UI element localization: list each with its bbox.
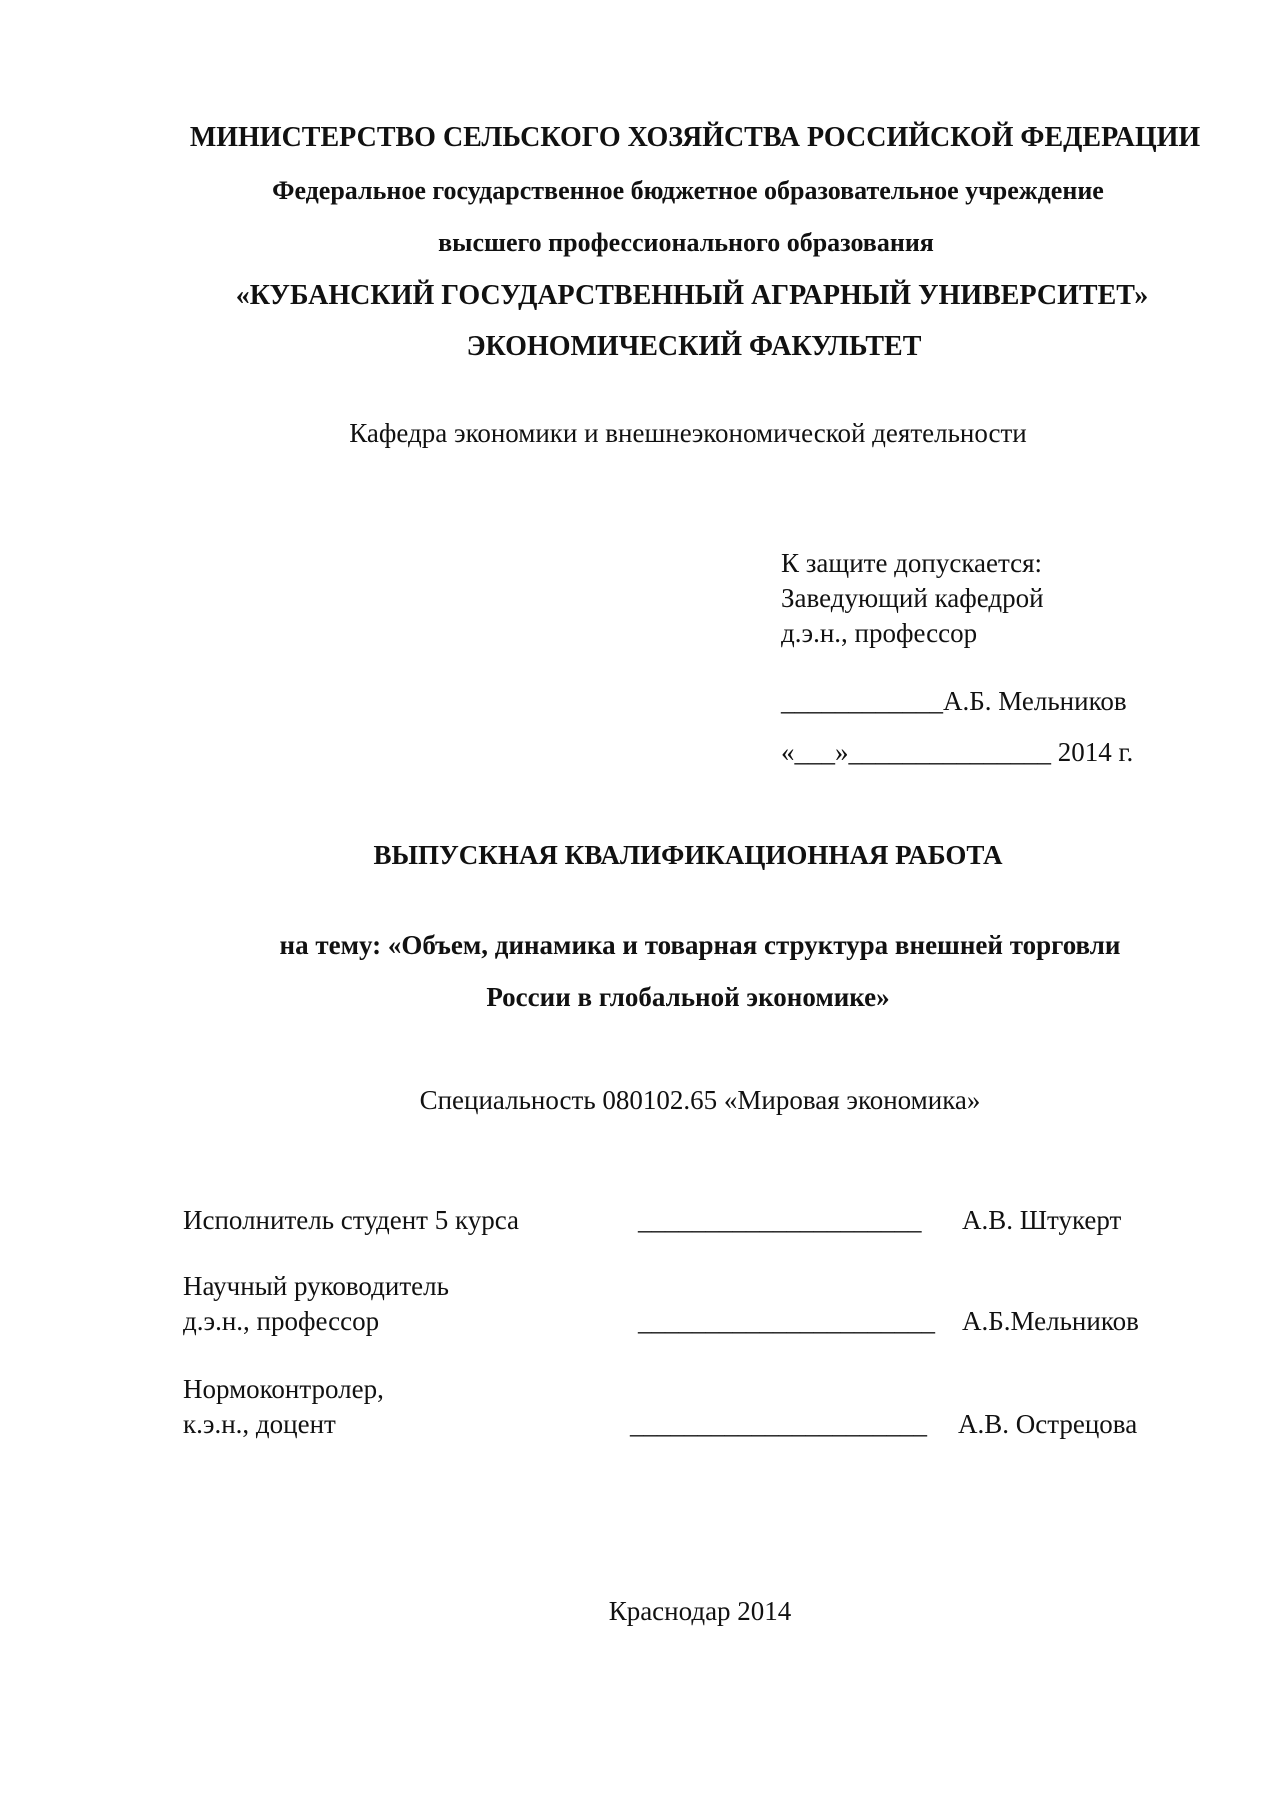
- approval-head-of-department: Заведующий кафедрой: [781, 583, 1044, 613]
- signature-name-supervisor: А.Б.Мельников: [962, 1306, 1139, 1336]
- signature-name-normcontroller: А.В. Острецова: [958, 1409, 1138, 1439]
- approval-degree: д.э.н., профессор: [781, 618, 978, 648]
- signature-blank-normcontroller: ______________________: [630, 1409, 927, 1439]
- institution-line-1: Федеральное государственное бюджетное образовательное учреждение: [272, 176, 1104, 205]
- approval-date-line: «___»_______________ 2014 г.: [781, 737, 1134, 767]
- faculty-name: ЭКОНОМИЧЕСКИЙ ФАКУЛЬТЕТ: [466, 331, 922, 362]
- signature-degree-normcontroller: к.э.н., доцент: [183, 1409, 336, 1439]
- ministry-heading: МИНИСТЕРСТВО СЕЛЬСКОГО ХОЗЯЙСТВА РОССИЙСКОЙ ФЕДЕРАЦИИ: [189, 122, 1201, 153]
- signature-role-normcontroller: Нормоконтролер,: [183, 1374, 384, 1404]
- institution-line-2: высшего профессионального образования: [438, 228, 934, 257]
- signature-name-executor: А.В. Штукерт: [962, 1205, 1122, 1235]
- work-title: ВЫПУСКНАЯ КВАЛИФИКАЦИОННАЯ РАБОТА: [373, 840, 1003, 870]
- department-name: Кафедра экономики и внешнеэкономической деятельности: [349, 418, 1027, 448]
- signature-role-supervisor: Научный руководитель: [183, 1271, 449, 1301]
- signature-blank-executor: _____________________: [638, 1205, 922, 1235]
- signature-degree-supervisor: д.э.н., профессор: [183, 1306, 380, 1336]
- work-topic-line-1: на тему: «Объем, динамика и товарная структура внешней торговли: [279, 930, 1121, 960]
- specialty: Специальность 080102.65 «Мировая экономика»: [419, 1085, 981, 1115]
- university-name: «КУБАНСКИЙ ГОСУДАРСТВЕННЫЙ АГРАРНЫЙ УНИВЕРСИТЕТ»: [235, 280, 1149, 311]
- approval-signature-line: ____________А.Б. Мельников: [781, 686, 1127, 716]
- city-year: Краснодар 2014: [608, 1596, 792, 1626]
- approval-admitted: К защите допускается:: [781, 548, 1043, 578]
- signature-blank-supervisor: ______________________: [638, 1306, 935, 1336]
- signature-role-executor: Исполнитель студент 5 курса: [183, 1205, 519, 1235]
- work-topic-line-2: России в глобальной экономике»: [486, 982, 890, 1012]
